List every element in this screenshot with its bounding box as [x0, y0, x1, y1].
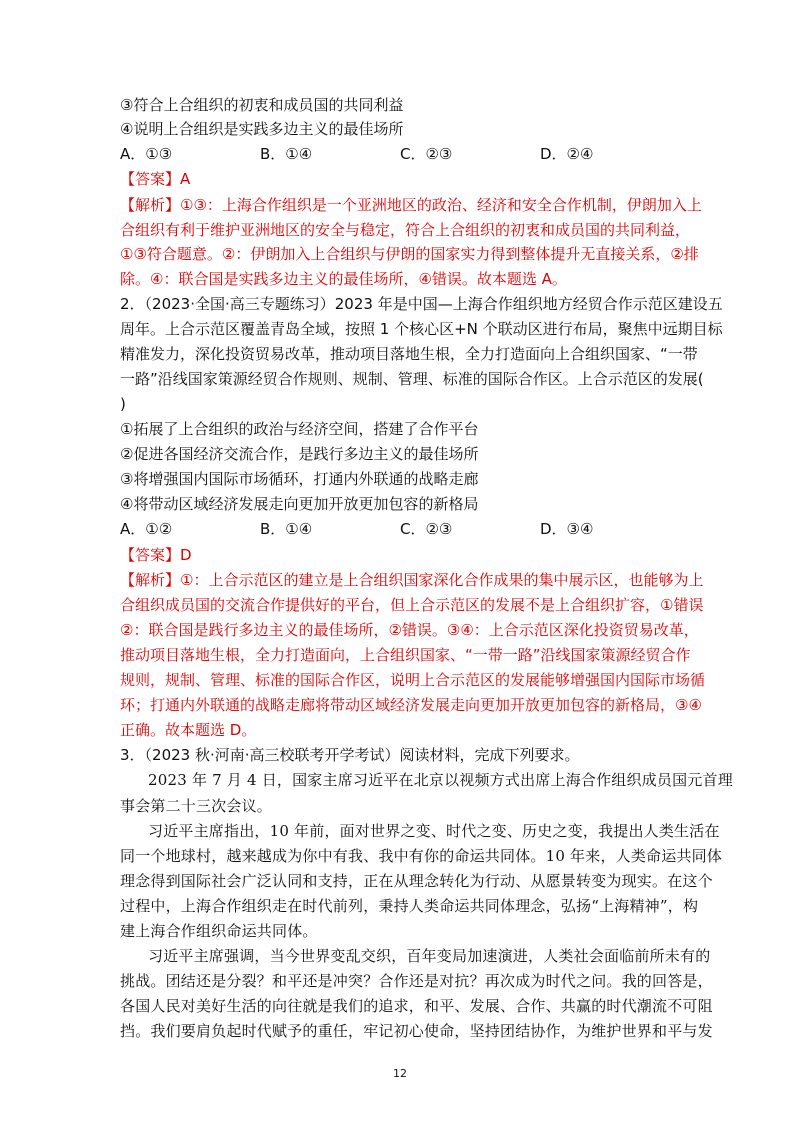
material-paragraph-line: 过程中，上海合作组织走在时代前列，秉持人类命运共同体理念，弘扬“上海精神”，构 [120, 897, 699, 915]
option-item: ③将增强国内国际市场循环，打通内外联通的战略走廊 [120, 470, 479, 488]
option-item: ①拓展了上合组织的政治与经济空间，搭建了合作平台 [120, 420, 479, 438]
analysis-line: 正确。故本题选 D。 [120, 721, 257, 739]
choice-d: D．③④ [540, 520, 594, 538]
material-paragraph-line: 习近平主席指出，10 年前，面对世界之变、时代之变、历史之变，我提出人类生活在 [148, 822, 720, 840]
analysis-line: 推动项目落地生根，全力打造面向，上合组织国家、“一带一路”沿线国家策源经贸合作 [120, 646, 691, 664]
question-stem-line: 精准发力，深化投资贸易改革，推动项目落地生根，全力打造面向上合组织国家、“一带 [120, 345, 698, 363]
analysis-line: ①③符合题意。②：伊朗加入上合组织与伊朗的国家实力得到整体提升无直接关系，②排 [120, 245, 699, 263]
analysis-line: 【解析】①③：上海合作组织是一个亚洲地区的政治、经济和安全合作机制，伊朗加入上 [120, 196, 702, 214]
material-paragraph-line: 习近平主席强调，当今世界变乱交织，百年变局加速演进，人类社会面临前所未有的 [148, 947, 711, 965]
choice-a: A．①③ [120, 145, 173, 163]
analysis-line: 合组织成员国的交流合作提供好的平台，但上合示范区的发展不是上合组织扩容，①错误 [120, 596, 704, 614]
option-item: ③符合上合组织的初衷和成员国的共同利益 [120, 96, 404, 114]
analysis-line: 【解析】①：上合示范区的建立是上合组织国家深化合作成果的集中展示区，也能够为上 [120, 571, 704, 589]
analysis-line: ②：联合国是践行多边主义的最佳场所，②错误。③④：上合示范区深化投资贸易改革， [120, 621, 699, 639]
material-paragraph-line: 挡。我们要肩负起时代赋予的重任，牢记初心使命，坚持团结协作，为维护世界和平与发 [120, 1022, 713, 1040]
option-item: ④说明上合组织是实践多边主义的最佳场所 [120, 120, 404, 138]
material-paragraph-line: 挑战。团结还是分裂？和平还是冲突？合作还是对抗？再次成为时代之问。我的回答是， [120, 972, 713, 990]
material-paragraph-line: 事会第二十三次会议。 [120, 797, 273, 815]
question-stem-line: ) [120, 395, 126, 413]
choice-d: D．②④ [540, 145, 594, 163]
material-paragraph-line: 同一个地球村，越来越成为你中有我、我中有你的命运共同体。10 年来，人类命运共同体 [120, 847, 723, 865]
material-paragraph-line: 2023 年 7 月 4 日，国家主席习近平在北京以视频方式出席上海合作组织成员国元首理 [148, 771, 733, 789]
analysis-line: 合组织有利于维护亚洲地区的安全与稳定，符合上合组织的初衷和成员国的共同利益， [120, 221, 691, 239]
answer-choices [120, 143, 680, 165]
choice-b: B．①④ [260, 145, 313, 163]
page-number: 12 [393, 1067, 407, 1080]
analysis-line: 规则，规制、管理、标准的国际合作区，说明上合示范区的发展能够增强国内国际市场循 [120, 671, 706, 689]
question-stem-line: 周年。上合示范区覆盖青岛全域，按照 1 个核心区+N 个联动区进行布局，聚焦中远期目标 [120, 320, 723, 338]
material-paragraph-line: 建上海合作组织命运共同体。 [120, 922, 318, 940]
answer-label: 【答案】A [120, 170, 191, 188]
choice-c: C．②③ [400, 145, 453, 163]
choice-b: B．①④ [260, 520, 313, 538]
question-stem-line: 一路”沿线国家策源经贸合作规则、规制、管理、标准的国际合作区。上合示范区的发展( [120, 370, 704, 388]
choice-a: A．①② [120, 520, 173, 538]
question-stem-line: 2．（2023·全国·高三专题练习）2023 年是中国—上海合作组织地方经贸合作示范区建设五 [120, 295, 723, 313]
option-item: ④将带动区域经济发展走向更加开放更加包容的新格局 [120, 495, 479, 513]
answer-label: 【答案】D [120, 546, 192, 564]
material-paragraph-line: 理念得到国际社会广泛认同和支持，正在从理念转化为行动、从愿景转变为现实。在这个 [120, 872, 713, 890]
option-item: ②促进各国经济交流合作，是践行多边主义的最佳场所 [120, 445, 479, 463]
analysis-line: 环；打通内外联通的战略走廊将带动区域经济发展走向更加开放更加包容的新格局，③④ [120, 696, 702, 714]
analysis-line: 除。④：联合国是实践多边主义的最佳场所，④错误。故本题选 A。 [120, 270, 567, 288]
question-stem-line: 3．（2023 秋·河南·高三校联考开学考试）阅读材料，完成下列要求。 [120, 746, 580, 764]
material-paragraph-line: 各国人民对美好生活的向往就是我们的追求，和平、发展、合作、共赢的时代潮流不可阻 [120, 997, 713, 1015]
choice-c: C．②③ [400, 520, 453, 538]
answer-choices [120, 518, 680, 540]
